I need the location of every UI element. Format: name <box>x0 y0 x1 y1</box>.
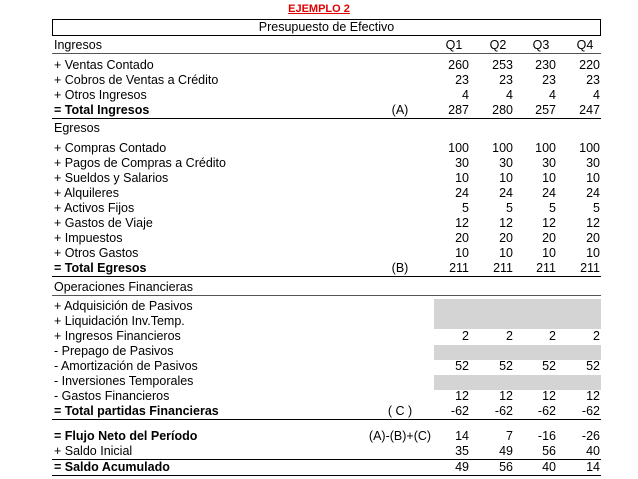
row-label: + Alquileres <box>54 186 119 200</box>
q2-value: 52 <box>499 359 513 373</box>
row-label: + Impuestos <box>54 231 123 245</box>
q3-value: 56 <box>542 444 556 458</box>
q1-value: 211 <box>449 261 469 275</box>
table-row <box>52 73 601 88</box>
q4-value: 211 <box>580 261 600 275</box>
row-label: + Otros Ingresos <box>54 88 147 102</box>
q1-value: 23 <box>455 73 469 87</box>
table-row <box>52 171 601 186</box>
table-row <box>52 299 601 314</box>
q3-value: 257 <box>535 103 556 117</box>
q4-value: 4 <box>593 88 600 102</box>
q1-value: 10 <box>455 171 469 185</box>
saldo-inicial-row <box>52 444 601 460</box>
q3-value: 10 <box>542 246 556 260</box>
q4-value: 220 <box>579 58 600 72</box>
row-label: + Gastos de Viaje <box>54 216 153 230</box>
row-label: + Liquidación Inv.Temp. <box>54 314 185 328</box>
saldo-acumulado-row <box>52 460 601 476</box>
cash-budget-sheet <box>52 19 601 476</box>
q3-value: 20 <box>542 231 556 245</box>
q4-value: 12 <box>586 389 600 403</box>
table-row <box>52 58 601 73</box>
q3-value: 100 <box>535 141 556 155</box>
row-label: + Cobros de Ventas a Crédito <box>54 73 219 87</box>
row-label: - Prepago de Pasivos <box>54 344 174 358</box>
q2-header: Q2 <box>489 38 507 52</box>
q3-value: 2 <box>549 329 556 343</box>
q1-value: 10 <box>455 246 469 260</box>
q3-value: 12 <box>542 216 556 230</box>
table-row <box>52 329 601 344</box>
row-label: + Compras Contado <box>54 141 167 155</box>
table-row <box>52 141 601 156</box>
row-label: = Total partidas Financieras <box>54 404 219 418</box>
example-heading: EJEMPLO 2 <box>288 3 350 15</box>
q4-value: 10 <box>586 171 600 185</box>
row-label: + Pagos de Compras a Crédito <box>54 156 226 170</box>
q2-value: 2 <box>506 329 513 343</box>
q1-value: 5 <box>462 201 469 215</box>
q3-value: 12 <box>542 389 556 403</box>
table-row <box>52 231 601 246</box>
q1-value: 287 <box>448 103 469 117</box>
q1-value: 35 <box>455 444 469 458</box>
q1-value: 20 <box>455 231 469 245</box>
row-label: + Sueldos y Salarios <box>54 171 169 185</box>
q4-value: -26 <box>581 429 600 443</box>
budget-title: Presupuesto de Efectivo <box>52 19 601 36</box>
q2-value: 49 <box>499 444 513 458</box>
table-row <box>52 201 601 216</box>
q4-value: 52 <box>586 359 600 373</box>
egresos-title: Egresos <box>54 121 100 135</box>
table-row <box>52 344 601 359</box>
q1-value: -62 <box>450 404 469 418</box>
q4-value: 247 <box>579 103 600 117</box>
q1-header: Q1 <box>445 38 463 52</box>
q3-value: 4 <box>549 88 556 102</box>
row-label: - Inversiones Temporales <box>54 374 194 388</box>
q2-value: 56 <box>499 460 513 474</box>
q4-value: 2 <box>593 329 600 343</box>
q3-value: 30 <box>542 156 556 170</box>
q3-value: 40 <box>542 460 556 474</box>
q2-value: 211 <box>493 261 513 275</box>
q4-value: 23 <box>586 73 600 87</box>
total-egresos-row <box>52 261 601 277</box>
table-row <box>52 246 601 261</box>
q2-value: 4 <box>506 88 513 102</box>
q2-value: 30 <box>499 156 513 170</box>
q1-value: 12 <box>455 216 469 230</box>
q1-value: 4 <box>462 88 469 102</box>
row-label: = Total Egresos <box>54 261 147 275</box>
row-ref: ( C ) <box>387 404 413 418</box>
flujo-neto-row <box>52 429 601 444</box>
total-ingresos-row <box>52 103 601 119</box>
column-header-row <box>52 38 601 54</box>
q2-value: 24 <box>499 186 513 200</box>
q3-value: 211 <box>536 261 556 275</box>
row-label: = Flujo Neto del Período <box>54 429 198 443</box>
q2-value: 23 <box>499 73 513 87</box>
q2-value: 7 <box>506 429 513 443</box>
row-label: + Adquisición de Pasivos <box>54 299 193 313</box>
table-row <box>52 88 601 103</box>
q2-value: 20 <box>499 231 513 245</box>
table-row <box>52 314 601 329</box>
section-title <box>52 121 601 136</box>
q4-value: 100 <box>579 141 600 155</box>
q4-value: 20 <box>586 231 600 245</box>
row-label: = Saldo Acumulado <box>54 460 170 474</box>
row-label: + Otros Gastos <box>54 246 139 260</box>
q2-value: 100 <box>492 141 513 155</box>
table-row <box>52 389 601 404</box>
q2-value: 253 <box>492 58 513 72</box>
q3-value: 24 <box>542 186 556 200</box>
row-label: + Activos Fijos <box>54 201 135 215</box>
row-ref: (A) <box>391 103 409 117</box>
q1-value: 100 <box>448 141 469 155</box>
q1-value: 2 <box>462 329 469 343</box>
q2-value: 5 <box>506 201 513 215</box>
row-label: + Saldo Inicial <box>54 444 133 458</box>
q2-value: 10 <box>499 246 513 260</box>
q1-value: 260 <box>448 58 469 72</box>
row-label: - Amortización de Pasivos <box>54 359 198 373</box>
row-label: = Total Ingresos <box>54 103 150 117</box>
total-financieras-row <box>52 404 601 420</box>
q2-value: -62 <box>494 404 513 418</box>
q3-header: Q3 <box>532 38 550 52</box>
q2-value: 10 <box>499 171 513 185</box>
q1-value: 24 <box>455 186 469 200</box>
table-row <box>52 216 601 231</box>
table-row <box>52 359 601 374</box>
q3-value: -62 <box>537 404 556 418</box>
q3-value: 230 <box>535 58 556 72</box>
q4-header: Q4 <box>576 38 594 52</box>
q3-value: 23 <box>542 73 556 87</box>
q1-value: 52 <box>455 359 469 373</box>
row-label: + Ingresos Financieros <box>54 329 181 343</box>
table-row <box>52 374 601 389</box>
q4-value: 14 <box>586 460 600 474</box>
row-ref: (A)-(B)+(C) <box>368 429 432 443</box>
q1-value: 14 <box>455 429 469 443</box>
financieras-title: Operaciones Financieras <box>54 280 193 294</box>
q3-value: 52 <box>542 359 556 373</box>
q3-value: 5 <box>549 201 556 215</box>
q4-value: 40 <box>586 444 600 458</box>
q4-value: 5 <box>593 201 600 215</box>
q2-value: 12 <box>499 216 513 230</box>
row-label: - Gastos Financieros <box>54 389 170 403</box>
q4-value: 10 <box>586 246 600 260</box>
q3-value: -16 <box>537 429 556 443</box>
row-ref: (B) <box>391 261 409 275</box>
q4-value: 24 <box>586 186 600 200</box>
q2-value: 280 <box>492 103 513 117</box>
q4-value: -62 <box>581 404 600 418</box>
ingresos-header: Ingresos <box>54 38 102 52</box>
q4-value: 30 <box>586 156 600 170</box>
section-title <box>52 280 601 296</box>
q1-value: 30 <box>455 156 469 170</box>
q3-value: 10 <box>542 171 556 185</box>
q4-value: 12 <box>586 216 600 230</box>
q2-value: 12 <box>499 389 513 403</box>
table-row <box>52 156 601 171</box>
table-row <box>52 186 601 201</box>
q1-value: 12 <box>455 389 469 403</box>
q1-value: 49 <box>455 460 469 474</box>
row-label: + Ventas Contado <box>54 58 154 72</box>
